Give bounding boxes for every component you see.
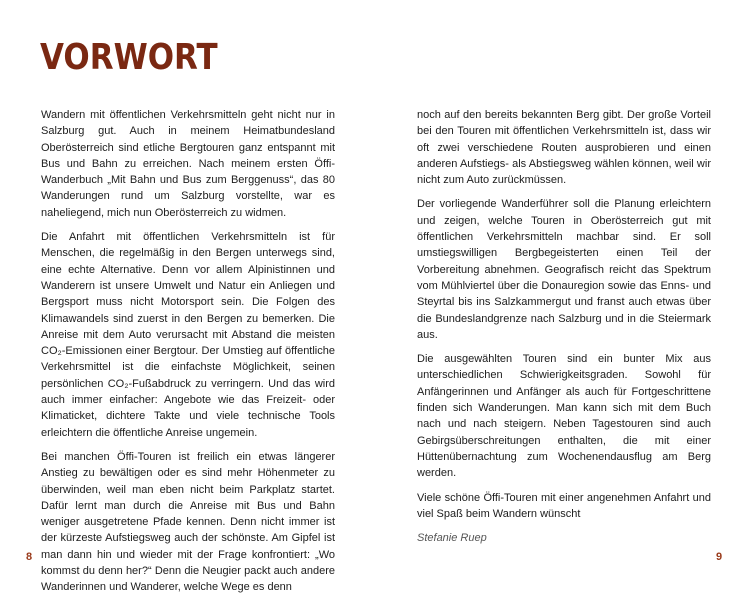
paragraph: Die Anfahrt mit öffentlichen Verkehrsmitteln ist für Menschen, die regelmäßig in den Bergen unterwegs sind, eine echte Alternative. Denn vor allem Alpinistinnen und Wanderern ist unsere Umwelt und Natur ein Anliegen und Bergsport muss nicht Motorsport sein. Die Folgen des Klimawandels sind zuerst in den Bergen zu bemerken. Die Anreise mit dem Auto verursacht mit Abstand die meisten CO₂-Emissionen einer Bergtour. Der Umstieg auf öffentliche Verkehrsmittel ist die einfachste Möglichkeit, seinen persönlichen CO₂-Fußabdruck zu verringern. Und das wird auch immer einfacher: Angebote wie das Freizeit- oder Klimaticket, dichtere Takte und viele technische Tools erleichtern die öffentliche Anreise ungemein.	[41, 231, 335, 439]
left-page	[0, 0, 375, 594]
right-page	[375, 0, 750, 587]
paragraph: Viele schöne Öffi-Touren mit einer angenehmen Anfahrt und viel Spaß beim Wandern wünscht	[417, 491, 711, 520]
paragraph: noch auf den bereits bekannten Berg gibt. Der große Vorteil bei den Touren mit öffentlichen Verkehrsmitteln ist, dass wir oft zwei verschiedene Routen ausprobieren und einen anderen Aufstiegs- als Abstiegsweg wählen können, weil wir nicht zum Auto zurückmüssen.	[417, 109, 711, 187]
chapter-title: VORWORT	[40, 37, 218, 78]
paragraph: Wandern mit öffentlichen Verkehrsmitteln geht nicht nur in Salzburg gut. Auch in meinem Heimatbundesland Oberösterreich sind etliche Bergtouren ganz entspannt mit Bus und Bahn zu erreichen. Nach meinem ersten Öffi-Wanderbuch „Mit Bahn und Bus zum Berggenuss“, das 80 Wanderungen rund um Salzburg vorstellte, war es naheliegend, mich nun Oberösterreich zu widmen.	[41, 109, 335, 219]
page-number-right: 9	[716, 551, 723, 563]
signature: Stefanie Ruep	[417, 532, 487, 545]
page-number-left: 8	[26, 551, 33, 563]
paragraph: Bei manchen Öffi-Touren ist freilich ein etwas längerer Anstieg zu bewältigen oder es sind mehr Höhenmeter zu überwinden, weil man eben nicht beim Parkplatz startet. Dafür lernt man durch die Anreise mit Bus und Bahn weniger ausgetretene Pfade kennen. Denn nicht immer ist der kürzeste Aufstiegsweg auch der schönste. Am Gipfel ist man dann hin und wieder mit der Frage konfrontiert: „Wo kommst du denn her?“ Denn die Neugier packt auch andere Wanderinnen und Wanderer, welche Wege es denn	[41, 450, 335, 594]
paragraph: Die ausgewählten Touren sind ein bunter Mix aus unterschiedlichen Schwierigkeitsgraden. Sowohl für Anfängerinnen und Anfänger als auch für Fortgeschrittene finden sich Wanderungen. Man kann sich mit dem Buch nach und nach steigern. Neben Tagestouren sind auch Gebirgsüberschreitungen enthalten, die mit einer Hüttenübernachtung zum Wochenendausflug am Berg werden.	[417, 353, 711, 480]
right-text-column	[417, 107, 711, 554]
paragraph: Der vorliegende Wanderführer soll die Planung erleichtern und zeigen, welche Touren in Oberösterreich gut mit öffentlichen Verkehrsmitteln machbar sind. Er soll umstiegswilligen Bergbegeisterten einen Teil der Vorbereitung abnehmen. Geografisch reicht das Spektrum vom Mühlviertel über die Donauregion sowie das Enns- und Steyrtal bis ins Salzkammergut und franst auch etwas über die Bundeslandgrenze nach Salzburg und in die Steiermark aus.	[417, 198, 711, 341]
left-text-column	[41, 107, 335, 604]
